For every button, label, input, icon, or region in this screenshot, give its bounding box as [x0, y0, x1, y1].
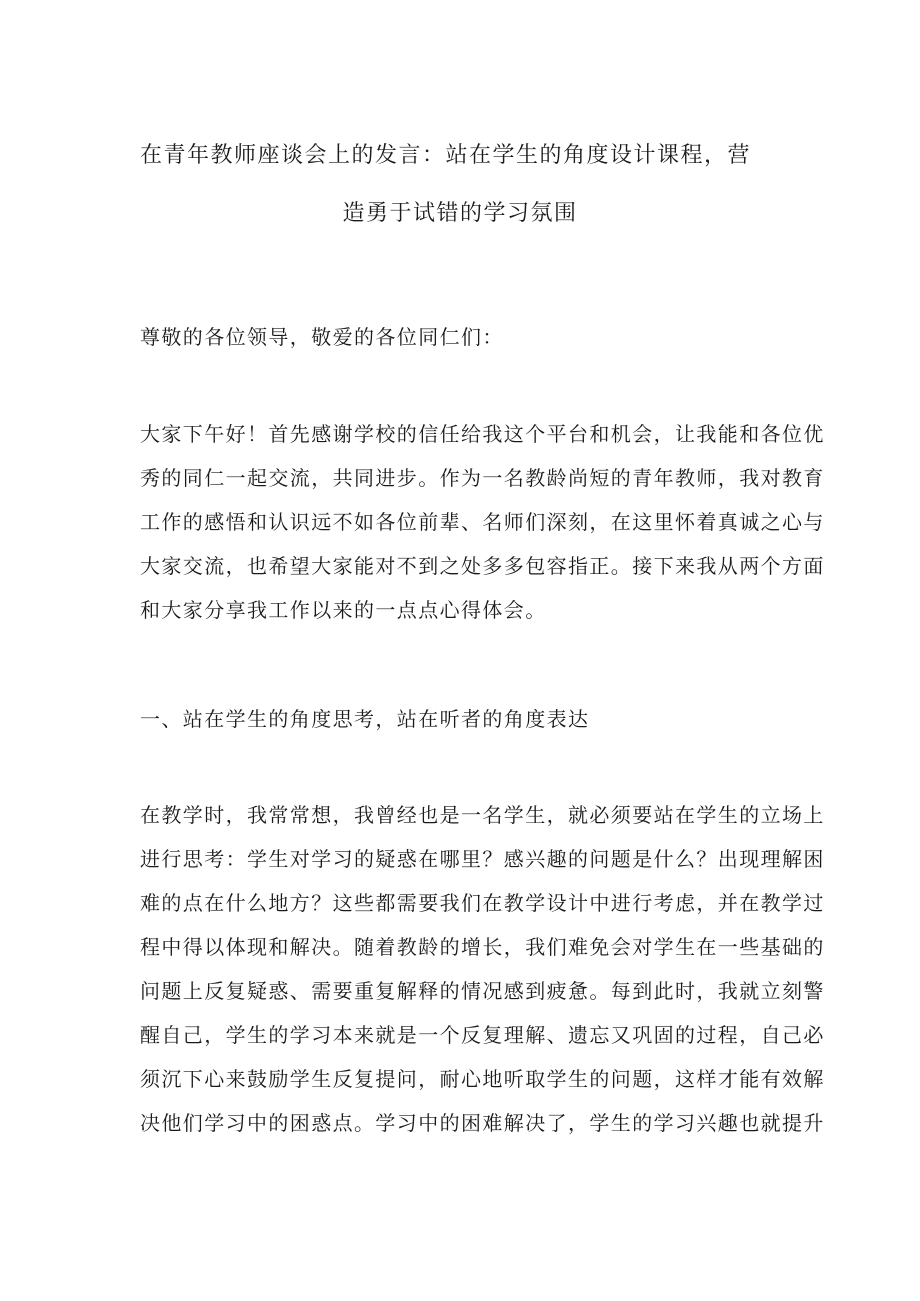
paragraph-line: 和大家分享我工作以来的一点点心得体会。: [140, 598, 547, 622]
paragraph-line: 须沉下心来鼓励学生反复提问，耐心地听取学生的问题，这样才能有效解: [140, 1067, 825, 1091]
paragraph-line: 问题上反复疑惑、需要重复解释的情况感到疲惫。每到此时，我就立刻警: [140, 979, 825, 1003]
section-heading: 一、站在学生的角度思考，站在听者的角度表达: [140, 707, 590, 731]
paragraph-line: 醒自己，学生的学习本来就是一个反复理解、遗忘又巩固的过程，自己必: [140, 1023, 825, 1047]
paragraph-line: 难的点在什么地方？这些都需要我们在教学设计中进行考虑，并在教学过: [140, 891, 825, 915]
paragraph-line: 进行思考：学生对学习的疑惑在哪里？感兴趣的问题是什么？出现理解困: [140, 847, 825, 871]
paragraph-line: 在教学时，我常常想，我曾经也是一名学生，就必须要站在学生的立场上: [140, 803, 825, 827]
paragraph-line: 工作的感悟和认识远不如各位前辈、名师们深刻，在这里怀着真诚之心与: [140, 510, 825, 534]
paragraph-line: 秀的同仁一起交流，共同进步。作为一名教龄尚短的青年教师，我对教育: [140, 466, 825, 490]
paragraph-line: 程中得以体现和解决。随着教龄的增长，我们难免会对学生在一些基础的: [140, 935, 825, 959]
paragraph-line: 大家下午好！首先感谢学校的信任给我这个平台和机会，让我能和各位优: [140, 422, 825, 446]
document-title-line-2: 造勇于试错的学习氛围: [342, 201, 578, 226]
paragraph-line: 大家交流，也希望大家能对不到之处多多包容指正。接下来我从两个方面: [140, 554, 825, 578]
paragraph-line: 决他们学习中的困惑点。学习中的困难解决了，学生的学习兴趣也就提升: [140, 1111, 825, 1135]
document-title-line-1: 在青年教师座谈会上的发言：站在学生的角度设计课程，营: [140, 143, 752, 168]
salutation: 尊敬的各位领导，敬爱的各位同仁们：: [140, 325, 504, 349]
